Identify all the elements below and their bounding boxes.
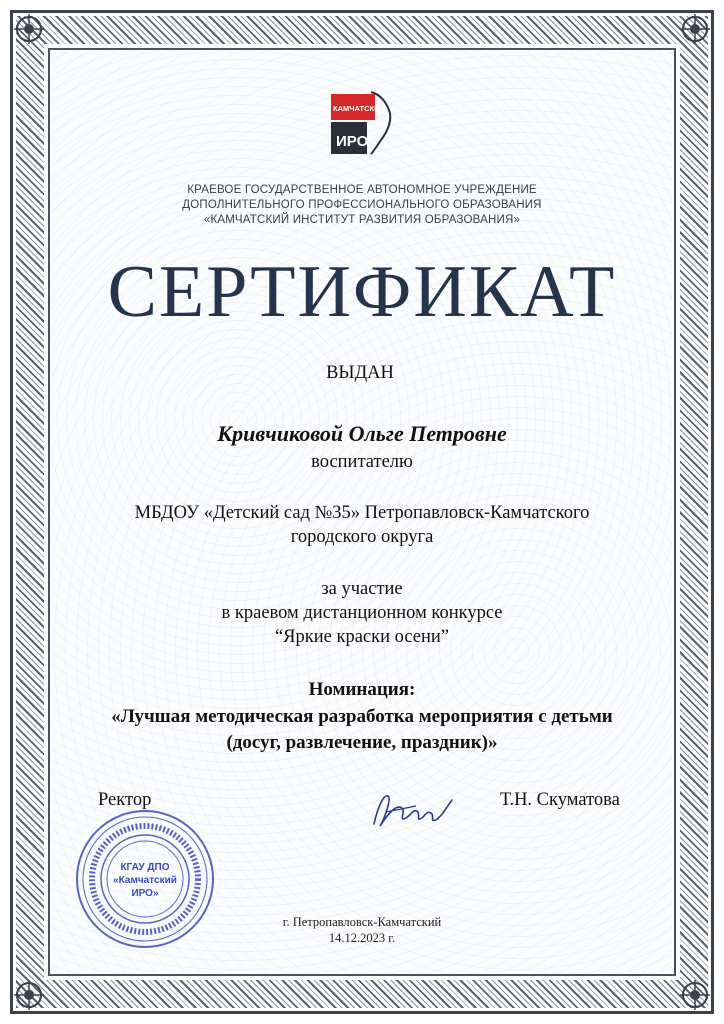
nomination-line-2: (досуг, развлечение, праздник)» <box>226 732 498 753</box>
corner-ornament-icon <box>12 978 46 1012</box>
organization-line-1: КРАЕВОЕ ГОСУДАРСТВЕННОЕ АВТОНОМНОЕ УЧРЕЖДЕНИЕ <box>187 184 537 196</box>
institution-line-2: городского округа <box>290 527 434 547</box>
reason-line-3: “Яркие краски осени” <box>274 627 450 647</box>
corner-ornament-icon <box>12 12 46 46</box>
stamp-text-3: ИРО» <box>131 888 159 899</box>
institution-line-1: МБДОУ «Детский сад №35» Петропавловск-Камчатского <box>134 503 590 523</box>
issued-label: ВЫДАН <box>326 363 394 383</box>
recipient-position: воспитателю <box>311 452 413 472</box>
logo-top-text: КАМЧАТСКИЙ <box>333 104 385 113</box>
signature-image <box>366 786 466 834</box>
footer-date: 14.12.2023 г. <box>328 931 396 945</box>
certificate-title: СЕРТИФИКАТ <box>107 251 617 333</box>
nomination-line-1: «Лучшая методическая разработка мероприятия с детьми <box>111 706 613 727</box>
signer-role: Ректор <box>98 790 152 810</box>
corner-ornament-icon <box>678 978 712 1012</box>
nomination-label: Номинация: <box>308 679 416 700</box>
signer-name: Т.Н. Скуматова <box>500 790 620 810</box>
reason-line-2: в краевом дистанционном конкурсе <box>221 603 503 623</box>
reason-line-1: за участие <box>321 579 403 599</box>
stamp-text-1: КГАУ ДПО <box>120 862 170 873</box>
recipient-name: Кривчиковой Ольге Петровне <box>217 421 507 446</box>
logo-bottom-text: ИРО <box>336 133 369 150</box>
kamchatka-iro-logo <box>327 88 399 158</box>
corner-ornament-icon <box>678 12 712 46</box>
stamp-text-2: «Камчатский <box>113 875 177 886</box>
organization-line-3: «КАМЧАТСКИЙ ИНСТИТУТ РАЗВИТИЯ ОБРАЗОВАНИЯ» <box>203 214 521 226</box>
organization-line-2: ДОПОЛНИТЕЛЬНОГО ПРОФЕССИОНАЛЬНОГО ОБРАЗОВАНИЯ <box>182 199 542 211</box>
footer-city: г. Петропавловск-Камчатский <box>282 915 442 929</box>
